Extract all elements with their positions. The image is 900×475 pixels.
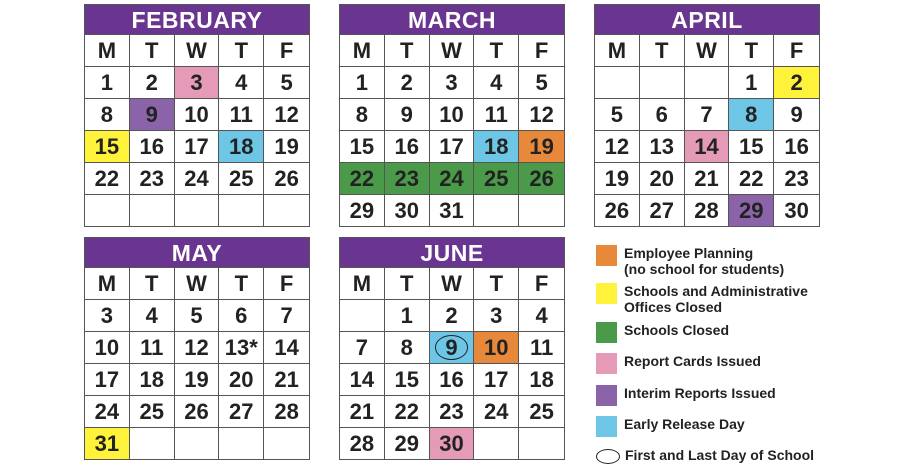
day-number: 16 <box>139 133 164 159</box>
day-number: 25 <box>484 165 509 191</box>
day-cell <box>175 363 220 395</box>
day-number: 19 <box>604 165 630 191</box>
empty-cell <box>130 427 175 459</box>
empty-cell <box>175 427 220 459</box>
day-cell <box>340 66 385 98</box>
weekday-header: W <box>175 267 220 299</box>
day-number: 3 <box>190 69 203 95</box>
day-number: 10 <box>184 101 209 127</box>
day-cell <box>474 363 519 395</box>
day-cell <box>85 363 130 395</box>
day-number: 23 <box>784 165 809 191</box>
day-cell <box>474 299 519 331</box>
day-cell <box>430 130 475 162</box>
day-cell <box>430 98 475 130</box>
empty-cell <box>340 299 385 331</box>
legend-item <box>596 322 729 343</box>
day-number: 5 <box>190 302 203 328</box>
day-number: 23 <box>139 165 164 191</box>
day-number: 30 <box>439 430 464 456</box>
day-number: 30 <box>784 197 809 223</box>
weekday-header: T <box>219 34 264 66</box>
day-number: 19 <box>274 133 299 159</box>
weekday-header: F <box>774 34 819 66</box>
day-number: 18 <box>139 366 164 392</box>
day-number: 15 <box>349 133 375 159</box>
day-cell <box>175 299 220 331</box>
color-swatch <box>596 245 617 266</box>
day-cell <box>130 130 175 162</box>
day-cell <box>595 130 640 162</box>
day-cell <box>130 66 175 98</box>
day-cell <box>519 299 564 331</box>
day-cell <box>385 98 430 130</box>
day-cell <box>264 130 309 162</box>
weekday-header: T <box>474 267 519 299</box>
day-cell <box>474 395 519 427</box>
day-cell <box>340 427 385 459</box>
day-cell <box>340 395 385 427</box>
day-cell <box>85 299 130 331</box>
day-number: 1 <box>745 69 758 95</box>
day-number: 16 <box>784 133 809 159</box>
day-cell <box>774 98 819 130</box>
day-number: 23 <box>394 165 419 191</box>
day-number: 9 <box>400 101 413 127</box>
day-number: 3 <box>445 69 458 95</box>
day-number: 5 <box>610 101 624 127</box>
calendar-april <box>594 4 820 227</box>
day-cell <box>385 194 430 226</box>
empty-cell <box>264 194 309 226</box>
day-number: 6 <box>235 302 248 328</box>
month-title: MARCH <box>340 5 564 34</box>
day-number: 2 <box>445 302 458 328</box>
day-cell <box>85 98 130 130</box>
day-number: 22 <box>394 398 419 424</box>
empty-cell <box>640 66 685 98</box>
day-number: 29 <box>394 430 419 456</box>
weekday-header: W <box>685 34 730 66</box>
day-cell <box>219 162 264 194</box>
day-cell <box>130 98 175 130</box>
day-cell <box>385 395 430 427</box>
day-cell <box>385 130 430 162</box>
day-number: 20 <box>229 366 254 392</box>
day-number: 5 <box>280 69 293 95</box>
day-cell <box>729 66 774 98</box>
day-cell <box>595 98 640 130</box>
day-number: 18 <box>529 366 554 392</box>
day-cell <box>264 299 309 331</box>
day-number: 4 <box>490 69 503 95</box>
month-title: FEBRUARY <box>85 5 309 34</box>
weekday-header: M <box>85 267 130 299</box>
day-number: 14 <box>349 366 375 392</box>
day-number: 24 <box>439 165 464 191</box>
day-number: 15 <box>94 133 120 159</box>
day-cell <box>264 66 309 98</box>
day-number: 8 <box>100 101 114 127</box>
empty-cell <box>264 427 309 459</box>
day-number: 22 <box>94 165 120 191</box>
day-cell <box>385 66 430 98</box>
day-cell <box>430 66 475 98</box>
day-number: 17 <box>484 366 509 392</box>
day-cell <box>430 395 475 427</box>
day-number: 21 <box>694 165 719 191</box>
day-number: 26 <box>184 398 209 424</box>
day-number: 8 <box>400 334 413 360</box>
calendar-june <box>339 237 565 460</box>
empty-cell <box>130 194 175 226</box>
day-number: 11 <box>140 334 164 360</box>
day-cell <box>519 395 564 427</box>
day-cell <box>340 130 385 162</box>
day-number: 17 <box>439 133 464 159</box>
day-cell <box>774 130 819 162</box>
day-cell <box>640 194 685 226</box>
day-number: 19 <box>529 133 554 159</box>
weekday-header: T <box>640 34 685 66</box>
empty-cell <box>474 194 519 226</box>
day-cell <box>219 130 264 162</box>
day-number: 11 <box>484 101 508 127</box>
day-cell <box>340 331 385 363</box>
day-number: 12 <box>184 334 209 360</box>
day-cell <box>729 194 774 226</box>
day-cell <box>340 363 385 395</box>
day-cell <box>385 299 430 331</box>
day-number: 26 <box>604 197 630 223</box>
weekday-header: F <box>519 267 564 299</box>
weekday-header: W <box>430 34 475 66</box>
legend-item <box>596 245 784 277</box>
day-number: 27 <box>649 197 674 223</box>
day-number: 16 <box>439 366 464 392</box>
day-cell <box>85 427 130 459</box>
weekday-header: T <box>130 267 175 299</box>
day-cell <box>219 395 264 427</box>
day-number: 18 <box>229 133 254 159</box>
oval-icon <box>596 449 620 464</box>
day-cell <box>85 162 130 194</box>
day-cell <box>175 162 220 194</box>
empty-cell <box>175 194 220 226</box>
calendar-may <box>84 237 310 460</box>
day-cell <box>474 162 519 194</box>
day-cell <box>340 162 385 194</box>
empty-cell <box>219 427 264 459</box>
calendar-march <box>339 4 565 227</box>
color-swatch <box>596 385 617 406</box>
day-number: 2 <box>790 69 803 95</box>
day-cell <box>430 162 475 194</box>
day-cell <box>519 162 564 194</box>
day-number: 9 <box>790 101 803 127</box>
legend-item <box>596 447 814 464</box>
day-number: 9 <box>445 334 458 360</box>
day-cell <box>640 98 685 130</box>
legend-label: Report Cards Issued <box>624 353 761 369</box>
day-cell <box>519 66 564 98</box>
day-cell <box>219 66 264 98</box>
weekday-header: M <box>340 267 385 299</box>
day-number: 25 <box>529 398 554 424</box>
day-number: 4 <box>235 69 248 95</box>
day-number: 4 <box>145 302 158 328</box>
legend-label: Early Release Day <box>624 416 745 432</box>
legend-item <box>596 353 761 374</box>
day-cell <box>430 299 475 331</box>
month-title: APRIL <box>595 5 819 34</box>
day-cell <box>519 130 564 162</box>
day-cell <box>130 331 175 363</box>
day-cell <box>130 363 175 395</box>
day-number: 31 <box>439 197 464 223</box>
day-number: 2 <box>145 69 158 95</box>
day-number: 7 <box>700 101 713 127</box>
day-number: 15 <box>394 366 419 392</box>
day-number: 3 <box>100 302 114 328</box>
day-cell <box>474 130 519 162</box>
day-number: 1 <box>400 302 413 328</box>
weekday-header: T <box>474 34 519 66</box>
day-number: 28 <box>349 430 375 456</box>
day-cell <box>340 98 385 130</box>
day-cell <box>474 98 519 130</box>
day-number: 24 <box>484 398 509 424</box>
day-cell <box>264 331 309 363</box>
day-cell <box>519 98 564 130</box>
legend-label: Schools Closed <box>624 322 730 338</box>
day-cell <box>175 331 220 363</box>
day-cell <box>595 194 640 226</box>
day-cell <box>729 130 774 162</box>
day-number: 27 <box>229 398 254 424</box>
weekday-header: T <box>729 34 774 66</box>
day-number: 29 <box>349 197 375 223</box>
day-cell <box>130 395 175 427</box>
day-number: 15 <box>739 133 764 159</box>
day-cell <box>175 66 220 98</box>
day-cell <box>430 331 475 363</box>
day-cell <box>85 66 130 98</box>
day-number: 28 <box>274 398 299 424</box>
day-number: 22 <box>349 165 375 191</box>
day-number: 14 <box>274 334 299 360</box>
legend-item <box>596 283 808 315</box>
day-number: 12 <box>604 133 630 159</box>
color-swatch <box>596 416 617 437</box>
day-number: 13 <box>649 133 674 159</box>
day-number: 8 <box>745 101 758 127</box>
day-number: 25 <box>229 165 254 191</box>
weekday-header: W <box>175 34 220 66</box>
legend-label: Employee Planning (no school for students) <box>624 245 785 277</box>
legend-label: Interim Reports Issued <box>624 385 776 401</box>
day-cell <box>385 162 430 194</box>
day-number: 22 <box>739 165 764 191</box>
day-cell <box>729 162 774 194</box>
day-number: 20 <box>649 165 674 191</box>
day-cell <box>385 427 430 459</box>
day-cell <box>264 363 309 395</box>
weekday-header: T <box>219 267 264 299</box>
day-cell <box>685 130 730 162</box>
day-cell <box>430 194 475 226</box>
day-cell <box>640 162 685 194</box>
day-number: 9 <box>145 101 158 127</box>
day-cell <box>774 162 819 194</box>
legend-item <box>596 416 745 437</box>
day-number: 26 <box>529 165 554 191</box>
day-number: 2 <box>400 69 413 95</box>
day-cell <box>640 130 685 162</box>
day-cell <box>130 162 175 194</box>
day-number: 6 <box>655 101 668 127</box>
day-number: 19 <box>184 366 209 392</box>
day-cell <box>264 98 309 130</box>
day-number: 10 <box>484 334 509 360</box>
empty-cell <box>595 66 640 98</box>
day-number: 17 <box>94 366 120 392</box>
day-cell <box>474 66 519 98</box>
day-cell <box>519 363 564 395</box>
day-number: 14 <box>694 133 719 159</box>
day-cell <box>175 98 220 130</box>
day-number: 18 <box>484 133 509 159</box>
day-number: 1 <box>100 69 114 95</box>
day-number: 30 <box>394 197 419 223</box>
empty-cell <box>519 427 564 459</box>
day-cell <box>85 130 130 162</box>
empty-cell <box>519 194 564 226</box>
day-number: 21 <box>274 366 299 392</box>
day-cell <box>685 98 730 130</box>
day-cell <box>130 299 175 331</box>
day-cell <box>264 395 309 427</box>
day-cell <box>430 363 475 395</box>
day-number: 10 <box>439 101 464 127</box>
weekday-header: F <box>264 267 309 299</box>
day-number: 25 <box>139 398 164 424</box>
day-number: 17 <box>184 133 209 159</box>
day-cell <box>219 363 264 395</box>
weekday-header: T <box>385 34 430 66</box>
weekday-header: T <box>385 267 430 299</box>
empty-cell <box>85 194 130 226</box>
day-cell <box>685 162 730 194</box>
day-number: 5 <box>535 69 548 95</box>
day-number: 8 <box>355 101 369 127</box>
month-title: JUNE <box>340 238 564 267</box>
day-number: 11 <box>529 334 554 360</box>
weekday-header: M <box>340 34 385 66</box>
day-cell <box>85 395 130 427</box>
day-number: 11 <box>229 101 253 127</box>
day-number: 12 <box>274 101 299 127</box>
weekday-header: T <box>130 34 175 66</box>
day-cell <box>595 162 640 194</box>
legend-label: Schools and Administrative Offices Closed <box>624 283 808 315</box>
day-number: 1 <box>355 69 369 95</box>
day-cell <box>729 98 774 130</box>
day-cell <box>219 98 264 130</box>
day-number: 13* <box>224 334 258 360</box>
empty-cell <box>685 66 730 98</box>
weekday-header: F <box>264 34 309 66</box>
weekday-header: F <box>519 34 564 66</box>
day-cell <box>175 130 220 162</box>
empty-cell <box>219 194 264 226</box>
day-cell <box>264 162 309 194</box>
day-number: 10 <box>94 334 120 360</box>
day-number: 31 <box>94 430 120 456</box>
day-cell <box>85 331 130 363</box>
day-cell <box>219 299 264 331</box>
day-cell <box>430 427 475 459</box>
day-number: 24 <box>184 165 209 191</box>
day-number: 7 <box>280 302 293 328</box>
day-cell <box>385 331 430 363</box>
day-number: 24 <box>94 398 120 424</box>
day-cell <box>385 363 430 395</box>
color-swatch <box>596 322 617 343</box>
day-cell <box>219 331 264 363</box>
day-number: 4 <box>535 302 548 328</box>
legend-item <box>596 385 776 406</box>
day-cell <box>685 194 730 226</box>
day-cell <box>774 66 819 98</box>
calendar-february <box>84 4 310 227</box>
weekday-header: M <box>85 34 130 66</box>
weekday-header: W <box>430 267 475 299</box>
day-cell <box>774 194 819 226</box>
day-number: 12 <box>529 101 554 127</box>
day-number: 23 <box>439 398 464 424</box>
day-cell <box>474 331 519 363</box>
day-number: 7 <box>355 334 369 360</box>
color-swatch <box>596 283 617 304</box>
day-cell <box>340 194 385 226</box>
month-title: MAY <box>85 238 309 267</box>
empty-cell <box>474 427 519 459</box>
day-cell <box>175 395 220 427</box>
weekday-header: M <box>595 34 640 66</box>
day-number: 16 <box>394 133 419 159</box>
day-number: 28 <box>694 197 719 223</box>
color-swatch <box>596 353 617 374</box>
day-cell <box>519 331 564 363</box>
day-number: 26 <box>274 165 299 191</box>
legend-label: First and Last Day of School <box>625 447 815 463</box>
day-number: 21 <box>349 398 375 424</box>
day-number: 29 <box>739 197 764 223</box>
day-number: 3 <box>490 302 503 328</box>
